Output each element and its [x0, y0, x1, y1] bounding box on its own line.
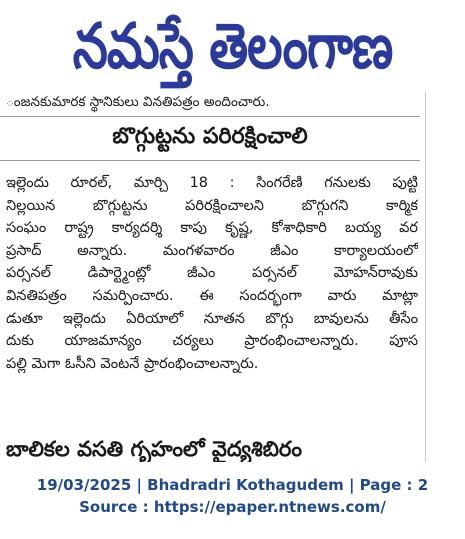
source-url[interactable]: Source : https://epaper.ntnews.com/ [79, 498, 386, 516]
edition-info: 19/03/2025 | Bhadradri Kothagudem | Page : 2 [36, 476, 429, 494]
article-line: వినతిపత్రం సమర్పించారు. ఈ సందర్భంగా వారు మాట్లా [6, 287, 418, 304]
newspaper-logo: నమస్తే తెలంగాణ [72, 9, 393, 83]
column-divider [425, 92, 426, 462]
article-headline: బొగ్గుట్టను పరిరక్షించాలి [112, 124, 308, 149]
newspaper-clipping [0, 92, 465, 462]
masthead [0, 0, 465, 92]
article-line: సంఘం రాష్ట్ర కార్యదర్శి కాపు కృష్ణ, కోశాధికారి బయ్య వర [6, 220, 418, 237]
source-footer [0, 474, 465, 518]
article-line: పర్సనల్ డిపార్ట్మెంట్లో జీఎం పర్సనల్ మోహన్‌రావుకు [6, 265, 418, 282]
article-line: డుతూ ఇల్లెందు ఏరియాలో నూతన బొగ్గు బావులను తీసేం [6, 310, 418, 327]
divider-rule [0, 116, 420, 117]
article-body [6, 172, 418, 375]
previous-article-tail: ంజనకుమారక స్థానికులు వినతిపత్రం అందించారు. [6, 94, 270, 110]
headline-rule [0, 160, 420, 161]
article-line: పల్లి మెగా ఓసీని వెంటనే ప్రారంభించాలన్నారు. [6, 355, 259, 372]
article-line: ప్రసాద్ అన్నారు. మంగళవారం జీఎం కార్యాలయంలో [6, 242, 418, 259]
article-line: దుకు యాజమాన్యం చర్యలు ప్రారంభించాలన్నారు. పూస [6, 333, 418, 350]
next-article-headline: బాలికల వసతి గృహంలో వైద్యశిబిరం [6, 437, 303, 461]
article-line: ఇల్లెందు రూరల్, మార్చి 18 : సింగరేణి గనులకు పుట్టి [6, 175, 418, 191]
article-line: నిల్లయిన బొగ్గుట్టను పరిరక్షించాలని బొగ్గుగని కార్మిక [6, 197, 418, 214]
